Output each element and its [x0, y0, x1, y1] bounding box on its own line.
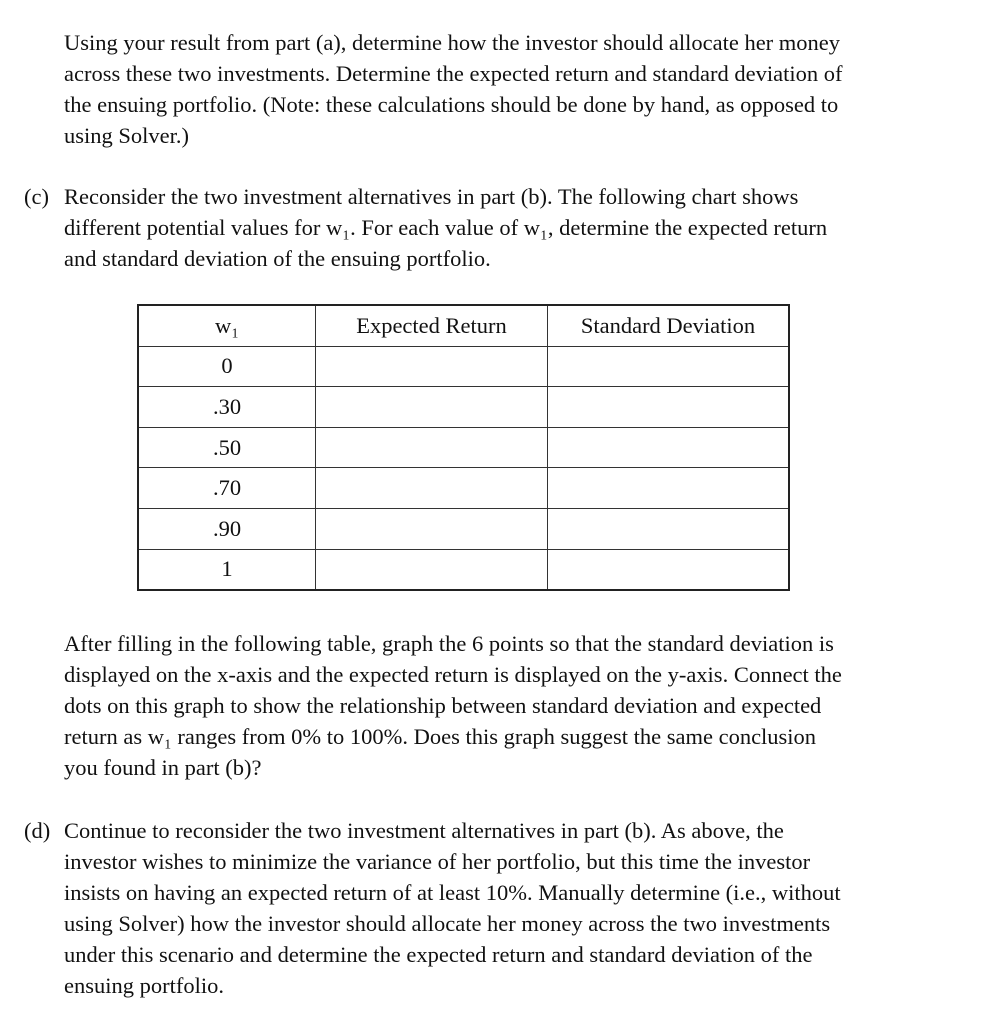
w1-value-cell: .30	[138, 387, 316, 428]
intro-line: using Solver.)	[64, 123, 190, 148]
standard-deviation-cell	[548, 346, 790, 387]
expected-return-cell	[316, 427, 548, 468]
w1-value-cell: .50	[138, 427, 316, 468]
intro-line: Using your result from part (a), determine how the investor should allocate her money	[64, 30, 841, 55]
graph-instructions-line: After filling in the following table, graph the 6 points so that the standard deviation is	[64, 631, 834, 656]
w1-value-cell: .70	[138, 468, 316, 509]
part-c-label: (c)	[24, 184, 49, 209]
standard-deviation-cell	[548, 387, 790, 428]
part-d-line: insists on having an expected return of at least 10%. Manually determine (i.e., without	[64, 880, 841, 905]
expected-return-cell	[316, 468, 548, 509]
table-row	[138, 468, 789, 509]
part-d-paragraph	[24, 815, 984, 1001]
table-row	[138, 508, 789, 549]
part-c-line: Reconsider the two investment alternatives in part (b). The following chart shows	[64, 184, 799, 209]
expected-return-cell	[316, 508, 548, 549]
standard-deviation-cell	[548, 508, 790, 549]
graph-instructions-line: dots on this graph to show the relationship between standard deviation and expected	[64, 693, 822, 718]
part-d-label: (d)	[24, 818, 51, 843]
table-header-row	[138, 305, 789, 346]
table-row	[138, 549, 789, 590]
portfolio-table	[137, 304, 790, 591]
table-row	[138, 387, 789, 428]
w1-value-cell: 0	[138, 346, 316, 387]
part-c-paragraph	[24, 181, 984, 274]
intro-paragraph	[64, 27, 944, 151]
part-c-line: different potential values for w₁. For each value of w₁, determine the expected return	[64, 215, 828, 240]
part-d-line: investor wishes to minimize the variance of her portfolio, but this time the investor	[64, 849, 811, 874]
intro-line: the ensuing portfolio. (Note: these calculations should be done by hand, as opposed to	[64, 92, 839, 117]
header-w1: w₁	[138, 305, 316, 346]
intro-line: across these two investments. Determine the expected return and standard deviation of	[64, 61, 843, 86]
expected-return-cell	[316, 549, 548, 590]
part-d-line: using Solver) how the investor should allocate her money across the two investments	[64, 911, 831, 936]
graph-instructions-line: you found in part (b)?	[64, 755, 262, 780]
table-row	[138, 427, 789, 468]
header-standard-deviation: Standard Deviation	[548, 305, 790, 346]
table-row	[138, 346, 789, 387]
expected-return-cell	[316, 346, 548, 387]
graph-instructions-paragraph	[64, 628, 944, 783]
part-d-line: under this scenario and determine the expected return and standard deviation of the	[64, 942, 813, 967]
part-c-line: and standard deviation of the ensuing portfolio.	[64, 246, 491, 271]
w1-value-cell: .90	[138, 508, 316, 549]
w1-value-cell: 1	[138, 549, 316, 590]
header-expected-return: Expected Return	[316, 305, 548, 346]
graph-instructions-line: displayed on the x-axis and the expected return is displayed on the y-axis. Connect the	[64, 662, 842, 687]
standard-deviation-cell	[548, 468, 790, 509]
expected-return-cell	[316, 387, 548, 428]
standard-deviation-cell	[548, 549, 790, 590]
part-d-line: Continue to reconsider the two investment alternatives in part (b). As above, the	[64, 818, 784, 843]
graph-instructions-line: return as w₁ ranges from 0% to 100%. Does this graph suggest the same conclusion	[64, 724, 817, 749]
standard-deviation-cell	[548, 427, 790, 468]
part-d-line: ensuing portfolio.	[64, 973, 224, 998]
